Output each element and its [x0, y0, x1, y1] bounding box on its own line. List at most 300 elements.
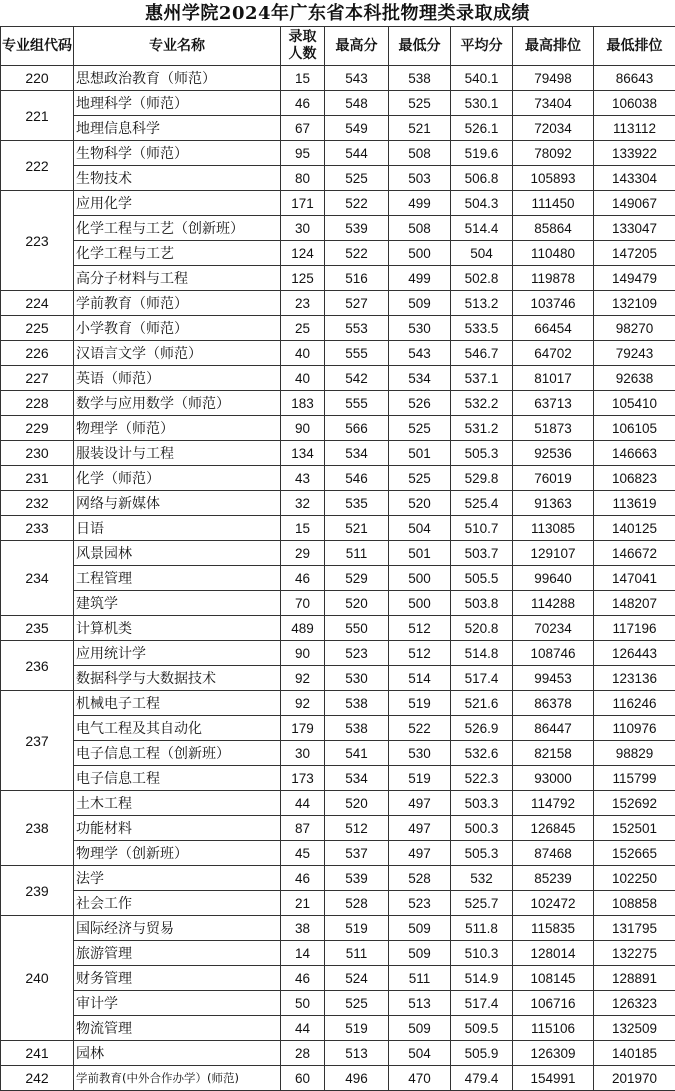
max-rank-cell: 93000 — [513, 766, 594, 791]
count-cell: 125 — [281, 266, 325, 291]
major-name-cell: 网络与新媒体 — [74, 491, 281, 516]
min-rank-cell: 147205 — [594, 241, 675, 266]
count-cell: 29 — [281, 541, 325, 566]
min-cell: 530 — [389, 741, 451, 766]
group-code-cell: 242 — [1, 1066, 74, 1091]
table-row — [1, 666, 675, 691]
max-cell: 522 — [325, 191, 389, 216]
min-rank-cell: 152501 — [594, 816, 675, 841]
group-code-cell: 239 — [1, 866, 74, 916]
max-rank-cell: 64702 — [513, 341, 594, 366]
max-rank-cell: 86378 — [513, 691, 594, 716]
table-row — [1, 116, 675, 141]
max-rank-cell: 108145 — [513, 966, 594, 991]
major-name-cell: 社会工作 — [74, 891, 281, 916]
table-row — [1, 616, 675, 641]
group-code-cell: 240 — [1, 916, 74, 1041]
group-code-cell: 221 — [1, 91, 74, 141]
major-name-cell: 高分子材料与工程 — [74, 266, 281, 291]
max-rank-cell: 128014 — [513, 941, 594, 966]
min-cell: 504 — [389, 516, 451, 541]
min-rank-cell: 98829 — [594, 741, 675, 766]
group-code-cell: 228 — [1, 391, 74, 416]
group-code-cell: 229 — [1, 416, 74, 441]
major-name-cell: 工程管理 — [74, 566, 281, 591]
min-rank-cell: 131795 — [594, 916, 675, 941]
min-cell: 508 — [389, 216, 451, 241]
max-rank-cell: 115835 — [513, 916, 594, 941]
min-rank-cell: 106038 — [594, 91, 675, 116]
min-cell: 497 — [389, 791, 451, 816]
table-row — [1, 1066, 675, 1091]
max-rank-cell: 70234 — [513, 616, 594, 641]
max-rank-cell: 76019 — [513, 466, 594, 491]
major-name-cell: 生物技术 — [74, 166, 281, 191]
major-name-cell: 物理学（创新班） — [74, 841, 281, 866]
avg-cell: 505.9 — [451, 1041, 513, 1066]
max-rank-cell: 86447 — [513, 716, 594, 741]
table-row — [1, 841, 675, 866]
min-rank-cell: 86643 — [594, 66, 675, 91]
min-rank-cell: 113112 — [594, 116, 675, 141]
min-cell: 526 — [389, 391, 451, 416]
major-name-cell: 应用统计学 — [74, 641, 281, 666]
min-cell: 508 — [389, 141, 451, 166]
table-row — [1, 741, 675, 766]
min-rank-cell: 132109 — [594, 291, 675, 316]
avg-cell: 514.9 — [451, 966, 513, 991]
max-rank-cell: 110480 — [513, 241, 594, 266]
min-cell: 530 — [389, 316, 451, 341]
major-name-cell: 园林 — [74, 1041, 281, 1066]
min-rank-cell: 117196 — [594, 616, 675, 641]
min-rank-cell: 149479 — [594, 266, 675, 291]
table-row — [1, 341, 675, 366]
group-code-cell: 237 — [1, 691, 74, 791]
max-rank-cell: 91363 — [513, 491, 594, 516]
major-name-cell: 电气工程及其自动化 — [74, 716, 281, 741]
table-row — [1, 1016, 675, 1041]
min-rank-cell: 126443 — [594, 641, 675, 666]
max-cell: 550 — [325, 616, 389, 641]
count-cell: 46 — [281, 866, 325, 891]
min-rank-cell: 147041 — [594, 566, 675, 591]
max-cell: 530 — [325, 666, 389, 691]
min-cell: 520 — [389, 491, 451, 516]
max-cell: 525 — [325, 166, 389, 191]
min-rank-cell: 132275 — [594, 941, 675, 966]
max-rank-cell: 114288 — [513, 591, 594, 616]
header-min: 最低分 — [389, 27, 451, 66]
max-rank-cell: 63713 — [513, 391, 594, 416]
group-code-cell: 222 — [1, 141, 74, 191]
max-cell: 538 — [325, 716, 389, 741]
count-cell: 90 — [281, 416, 325, 441]
group-code-cell: 238 — [1, 791, 74, 866]
major-name-cell: 学前教育(中外合作办学）(师范) — [74, 1066, 281, 1091]
min-rank-cell: 128891 — [594, 966, 675, 991]
max-cell: 566 — [325, 416, 389, 441]
max-cell: 528 — [325, 891, 389, 916]
count-cell: 46 — [281, 566, 325, 591]
major-name-cell: 服装设计与工程 — [74, 441, 281, 466]
avg-cell: 546.7 — [451, 341, 513, 366]
max-cell: 520 — [325, 791, 389, 816]
count-cell: 14 — [281, 941, 325, 966]
min-cell: 525 — [389, 416, 451, 441]
min-rank-cell: 140125 — [594, 516, 675, 541]
max-cell: 516 — [325, 266, 389, 291]
table-row — [1, 216, 675, 241]
count-cell: 173 — [281, 766, 325, 791]
table-row — [1, 566, 675, 591]
major-name-cell: 审计学 — [74, 991, 281, 1016]
table-row — [1, 166, 675, 191]
min-rank-cell: 113619 — [594, 491, 675, 516]
min-rank-cell: 143304 — [594, 166, 675, 191]
avg-cell: 531.2 — [451, 416, 513, 441]
max-rank-cell: 85864 — [513, 216, 594, 241]
min-rank-cell: 115799 — [594, 766, 675, 791]
major-name-cell: 电子信息工程（创新班） — [74, 741, 281, 766]
min-cell: 512 — [389, 641, 451, 666]
max-rank-cell: 115106 — [513, 1016, 594, 1041]
min-rank-cell: 123136 — [594, 666, 675, 691]
major-name-cell: 汉语言文学（师范） — [74, 341, 281, 366]
count-cell: 46 — [281, 91, 325, 116]
table-row — [1, 316, 675, 341]
min-cell: 504 — [389, 1041, 451, 1066]
avg-cell: 503.7 — [451, 541, 513, 566]
min-rank-cell: 106105 — [594, 416, 675, 441]
major-name-cell: 化学工程与工艺（创新班） — [74, 216, 281, 241]
table-row — [1, 441, 675, 466]
count-cell: 179 — [281, 716, 325, 741]
max-cell: 534 — [325, 766, 389, 791]
min-cell: 500 — [389, 566, 451, 591]
table-row — [1, 291, 675, 316]
max-rank-cell: 87468 — [513, 841, 594, 866]
avg-cell: 530.1 — [451, 91, 513, 116]
avg-cell: 506.8 — [451, 166, 513, 191]
table-row — [1, 641, 675, 666]
table-row — [1, 516, 675, 541]
min-rank-cell: 79243 — [594, 341, 675, 366]
max-rank-cell: 78092 — [513, 141, 594, 166]
max-cell: 525 — [325, 991, 389, 1016]
table-row — [1, 766, 675, 791]
count-cell: 30 — [281, 216, 325, 241]
min-cell: 501 — [389, 441, 451, 466]
min-rank-cell: 108858 — [594, 891, 675, 916]
group-code-cell: 224 — [1, 291, 74, 316]
avg-cell: 526.1 — [451, 116, 513, 141]
count-cell: 50 — [281, 991, 325, 1016]
min-cell: 503 — [389, 166, 451, 191]
major-name-cell: 建筑学 — [74, 591, 281, 616]
major-name-cell: 物流管理 — [74, 1016, 281, 1041]
min-cell: 500 — [389, 241, 451, 266]
avg-cell: 514.4 — [451, 216, 513, 241]
group-code-cell: 232 — [1, 491, 74, 516]
avg-cell: 525.7 — [451, 891, 513, 916]
min-rank-cell: 201970 — [594, 1066, 675, 1091]
avg-cell: 505.3 — [451, 841, 513, 866]
major-name-cell: 电子信息工程 — [74, 766, 281, 791]
avg-cell: 517.4 — [451, 991, 513, 1016]
min-rank-cell: 148207 — [594, 591, 675, 616]
table-row — [1, 1041, 675, 1066]
max-cell: 539 — [325, 216, 389, 241]
min-cell: 514 — [389, 666, 451, 691]
table-row — [1, 466, 675, 491]
max-cell: 546 — [325, 466, 389, 491]
header-max-rank: 最高排位 — [513, 27, 594, 66]
major-name-cell: 数据科学与大数据技术 — [74, 666, 281, 691]
group-code-cell: 225 — [1, 316, 74, 341]
avg-cell: 502.8 — [451, 266, 513, 291]
group-code-cell: 235 — [1, 616, 74, 641]
group-code-cell: 223 — [1, 191, 74, 291]
min-rank-cell: 116246 — [594, 691, 675, 716]
major-name-cell: 法学 — [74, 866, 281, 891]
major-name-cell: 风景园林 — [74, 541, 281, 566]
count-cell: 87 — [281, 816, 325, 841]
min-rank-cell: 146663 — [594, 441, 675, 466]
max-cell: 535 — [325, 491, 389, 516]
avg-cell: 509.5 — [451, 1016, 513, 1041]
sheet-title: 惠州学院2024年广东省本科批物理类录取成绩 — [144, 3, 531, 24]
avg-cell: 532.6 — [451, 741, 513, 766]
min-cell: 523 — [389, 891, 451, 916]
count-cell: 43 — [281, 466, 325, 491]
min-cell: 509 — [389, 941, 451, 966]
avg-cell: 503.8 — [451, 591, 513, 616]
avg-cell: 479.4 — [451, 1066, 513, 1091]
major-name-cell: 旅游管理 — [74, 941, 281, 966]
avg-cell: 511.8 — [451, 916, 513, 941]
count-cell: 90 — [281, 641, 325, 666]
major-name-cell: 化学（师范） — [74, 466, 281, 491]
max-rank-cell: 66454 — [513, 316, 594, 341]
avg-cell: 517.4 — [451, 666, 513, 691]
min-cell: 497 — [389, 816, 451, 841]
min-cell: 470 — [389, 1066, 451, 1091]
table-row — [1, 391, 675, 416]
max-cell: 534 — [325, 441, 389, 466]
count-cell: 67 — [281, 116, 325, 141]
avg-cell: 500.3 — [451, 816, 513, 841]
min-rank-cell: 149067 — [594, 191, 675, 216]
major-name-cell: 英语（师范） — [74, 366, 281, 391]
min-rank-cell: 126323 — [594, 991, 675, 1016]
count-cell: 30 — [281, 741, 325, 766]
avg-cell: 505.5 — [451, 566, 513, 591]
avg-cell: 520.8 — [451, 616, 513, 641]
count-cell: 40 — [281, 366, 325, 391]
table-row — [1, 141, 675, 166]
header-name: 专业名称 — [74, 27, 281, 66]
max-cell: 520 — [325, 591, 389, 616]
count-cell: 32 — [281, 491, 325, 516]
table-row — [1, 416, 675, 441]
table-row — [1, 916, 675, 941]
max-cell: 544 — [325, 141, 389, 166]
major-name-cell: 数学与应用数学（师范） — [74, 391, 281, 416]
count-cell: 183 — [281, 391, 325, 416]
major-name-cell: 国际经济与贸易 — [74, 916, 281, 941]
major-name-cell: 土木工程 — [74, 791, 281, 816]
group-code-cell: 241 — [1, 1041, 74, 1066]
max-cell: 523 — [325, 641, 389, 666]
max-cell: 519 — [325, 916, 389, 941]
max-rank-cell: 79498 — [513, 66, 594, 91]
max-rank-cell: 81017 — [513, 366, 594, 391]
header-count: 录取人数 — [281, 27, 325, 66]
min-cell: 499 — [389, 266, 451, 291]
max-rank-cell: 99640 — [513, 566, 594, 591]
max-rank-cell: 51873 — [513, 416, 594, 441]
count-cell: 92 — [281, 666, 325, 691]
max-rank-cell: 72034 — [513, 116, 594, 141]
count-cell: 25 — [281, 316, 325, 341]
max-rank-cell: 106716 — [513, 991, 594, 1016]
max-rank-cell: 85239 — [513, 866, 594, 891]
max-rank-cell: 82158 — [513, 741, 594, 766]
table-row — [1, 491, 675, 516]
major-name-cell: 学前教育（师范） — [74, 291, 281, 316]
major-name-cell: 生物科学（师范） — [74, 141, 281, 166]
max-rank-cell: 102472 — [513, 891, 594, 916]
count-cell: 15 — [281, 516, 325, 541]
max-rank-cell: 111450 — [513, 191, 594, 216]
max-rank-cell: 99453 — [513, 666, 594, 691]
major-name-cell: 机械电子工程 — [74, 691, 281, 716]
min-cell: 522 — [389, 716, 451, 741]
major-name-cell: 小学教育（师范） — [74, 316, 281, 341]
avg-cell: 514.8 — [451, 641, 513, 666]
count-cell: 40 — [281, 341, 325, 366]
table-row — [1, 866, 675, 891]
min-cell: 499 — [389, 191, 451, 216]
min-rank-cell: 98270 — [594, 316, 675, 341]
max-cell: 539 — [325, 866, 389, 891]
table-row — [1, 241, 675, 266]
min-cell: 501 — [389, 541, 451, 566]
major-name-cell: 日语 — [74, 516, 281, 541]
count-cell: 134 — [281, 441, 325, 466]
avg-cell: 510.7 — [451, 516, 513, 541]
min-cell: 509 — [389, 1016, 451, 1041]
min-cell: 543 — [389, 341, 451, 366]
min-cell: 500 — [389, 591, 451, 616]
min-cell: 521 — [389, 116, 451, 141]
avg-cell: 540.1 — [451, 66, 513, 91]
table-row — [1, 941, 675, 966]
table-row — [1, 366, 675, 391]
header-min-rank: 最低排位 — [594, 27, 675, 66]
count-cell: 171 — [281, 191, 325, 216]
count-cell: 44 — [281, 791, 325, 816]
min-rank-cell: 140185 — [594, 1041, 675, 1066]
count-cell: 28 — [281, 1041, 325, 1066]
max-cell: 543 — [325, 66, 389, 91]
group-code-cell: 227 — [1, 366, 74, 391]
table-row — [1, 891, 675, 916]
header-row — [1, 27, 675, 66]
avg-cell: 529.8 — [451, 466, 513, 491]
avg-cell: 526.9 — [451, 716, 513, 741]
max-rank-cell: 103746 — [513, 291, 594, 316]
max-rank-cell: 119878 — [513, 266, 594, 291]
min-rank-cell: 106823 — [594, 466, 675, 491]
table-row — [1, 191, 675, 216]
avg-cell: 521.6 — [451, 691, 513, 716]
max-cell: 524 — [325, 966, 389, 991]
avg-cell: 504.3 — [451, 191, 513, 216]
max-cell: 511 — [325, 541, 389, 566]
min-cell: 509 — [389, 291, 451, 316]
max-rank-cell: 113085 — [513, 516, 594, 541]
avg-cell: 503.3 — [451, 791, 513, 816]
max-cell: 511 — [325, 941, 389, 966]
avg-cell: 525.4 — [451, 491, 513, 516]
group-code-cell: 226 — [1, 341, 74, 366]
count-cell: 38 — [281, 916, 325, 941]
major-name-cell: 物理学（师范） — [74, 416, 281, 441]
count-cell: 95 — [281, 141, 325, 166]
count-cell: 60 — [281, 1066, 325, 1091]
max-rank-cell: 114792 — [513, 791, 594, 816]
min-cell: 525 — [389, 91, 451, 116]
table-row — [1, 716, 675, 741]
count-cell: 21 — [281, 891, 325, 916]
avg-cell: 532.2 — [451, 391, 513, 416]
min-rank-cell: 132509 — [594, 1016, 675, 1041]
header-code: 专业组代码 — [1, 27, 74, 66]
min-rank-cell: 133047 — [594, 216, 675, 241]
avg-cell: 537.1 — [451, 366, 513, 391]
min-cell: 512 — [389, 616, 451, 641]
min-cell: 525 — [389, 466, 451, 491]
max-cell: 542 — [325, 366, 389, 391]
table-row — [1, 791, 675, 816]
min-cell: 534 — [389, 366, 451, 391]
max-cell: 519 — [325, 1016, 389, 1041]
max-cell: 522 — [325, 241, 389, 266]
count-cell: 80 — [281, 166, 325, 191]
max-cell: 496 — [325, 1066, 389, 1091]
count-cell: 46 — [281, 966, 325, 991]
min-cell: 509 — [389, 916, 451, 941]
major-name-cell: 计算机类 — [74, 616, 281, 641]
avg-cell: 522.3 — [451, 766, 513, 791]
max-cell: 521 — [325, 516, 389, 541]
header-max: 最高分 — [325, 27, 389, 66]
min-cell: 497 — [389, 841, 451, 866]
table-body — [1, 66, 675, 1091]
table-row — [1, 591, 675, 616]
max-cell: 555 — [325, 391, 389, 416]
max-rank-cell: 154991 — [513, 1066, 594, 1091]
min-cell: 538 — [389, 66, 451, 91]
avg-cell: 513.2 — [451, 291, 513, 316]
table-row — [1, 966, 675, 991]
admission-scores-table — [0, 26, 675, 1091]
count-cell: 15 — [281, 66, 325, 91]
count-cell: 23 — [281, 291, 325, 316]
table-row — [1, 541, 675, 566]
